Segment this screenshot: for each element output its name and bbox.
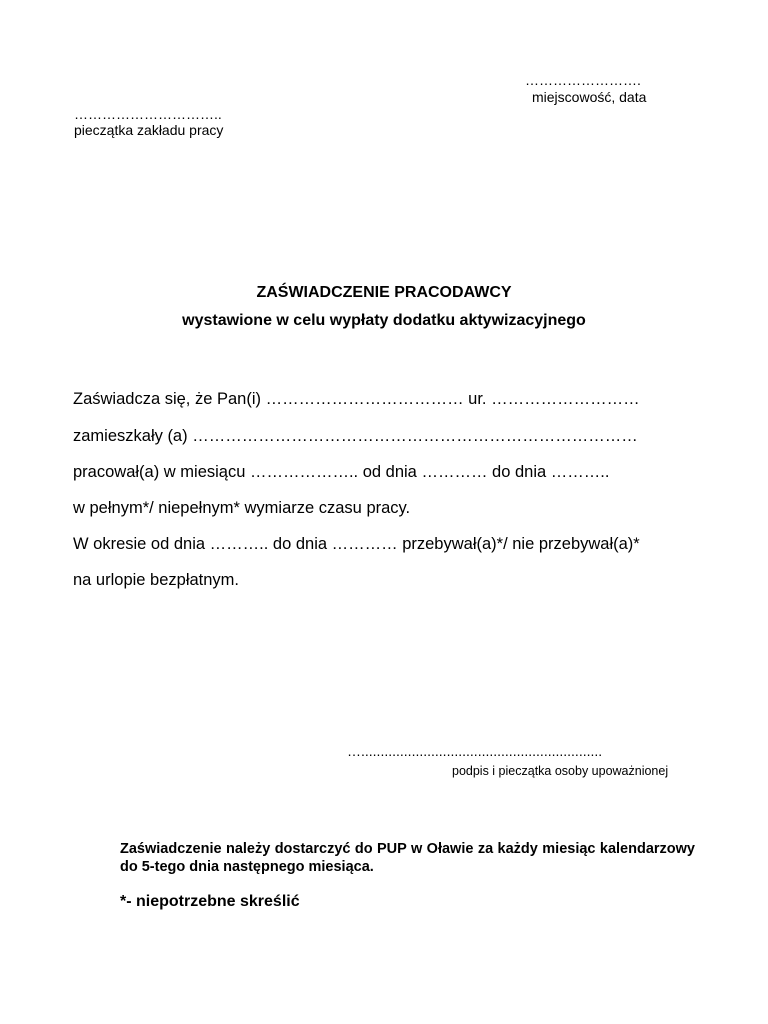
footnote: *- niepotrzebne skreślić [120, 893, 300, 910]
place-date-label: miejscowość, data [532, 89, 647, 105]
delivery-note: Zaświadczenie należy dostarczyć do PUP w Oławie za każdy miesiąc kalendarzowy do 5-tego dnia następnego miesiąca. [120, 841, 695, 875]
stamp-label: pieczątka zakładu pracy [74, 122, 224, 138]
document-subtitle: wystawione w celu wypłaty dodatku aktywizacyjnego [182, 312, 586, 329]
body-line-3: pracował(a) w miesiącu ……………….. od dnia ………… do dnia ……….. [73, 463, 610, 481]
body-line-5: W okresie od dnia ……….. do dnia ………… przebywał(a)*/ nie przebywał(a)* [73, 535, 640, 553]
place-date-dots: ……………………. [525, 72, 641, 88]
stamp-dots: ………………………….. [74, 106, 222, 122]
body-line-1: Zaświadcza się, że Pan(i) ……………………………… ur. ……………………… [73, 390, 640, 408]
body-line-4: w pełnym*/ niepełnym* wymiarze czasu pracy. [73, 499, 411, 517]
body-line-2: zamieszkały (a) ……………………………………………………………………… [73, 427, 638, 445]
body-line-6: na urlopie bezpłatnym. [73, 571, 240, 589]
document-title: ZAŚWIADCZENIE PRACODAWCY [256, 284, 512, 301]
signature-label: podpis i pieczątka osoby upoważnionej [452, 764, 669, 778]
signature-dots: ….............................................................. [347, 743, 603, 759]
